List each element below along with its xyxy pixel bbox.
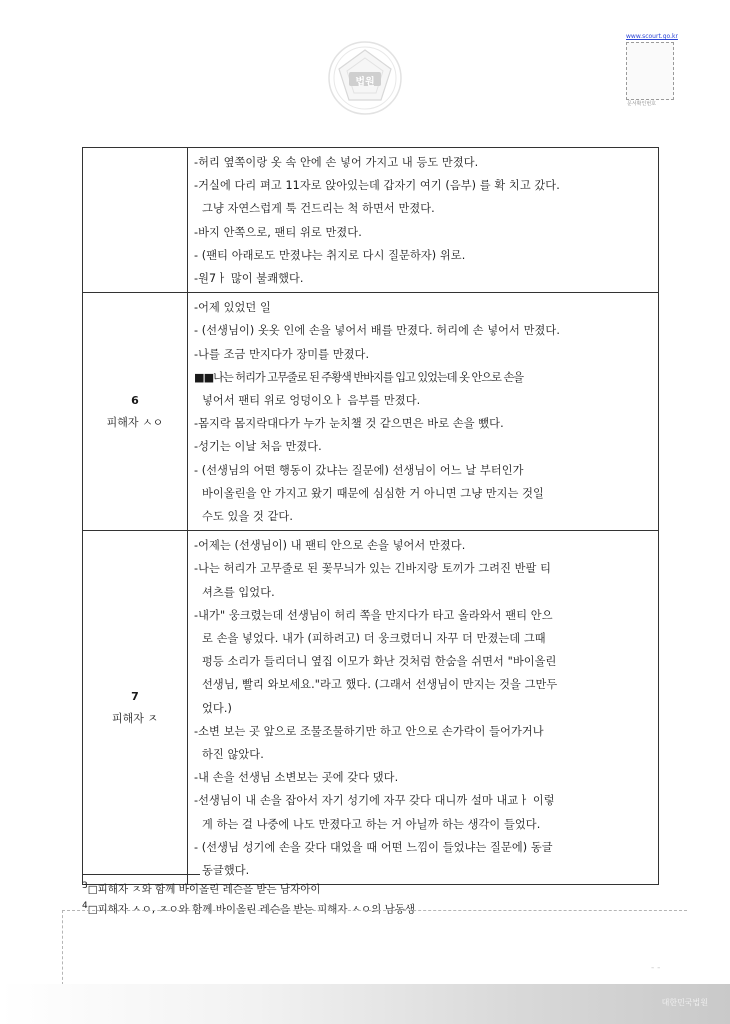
- footnote-mark: 3: [82, 881, 88, 891]
- statement-line: 펑등 소리가 들리더니 옆집 이모가 화난 것처럼 한숨을 쉬면서 "바이올린: [202, 655, 557, 669]
- statement-cell: [188, 531, 659, 885]
- table-row: [83, 148, 659, 293]
- statement-line: -나를 조금 만지다가 장미를 만졌다.: [194, 347, 370, 361]
- statement-line: 었다.): [202, 701, 232, 715]
- statement-line: -어제 있었던 일: [194, 301, 271, 315]
- table-row: [83, 531, 659, 885]
- statement-line: - (팬티 아래로도 만졌냐는 취지로 다시 질문하자) 위로.: [194, 248, 466, 262]
- site-url-link[interactable]: www.scourt.go.kr: [626, 33, 678, 40]
- seal-text: 법원: [355, 77, 375, 88]
- statement-line: -어제는 (선생님이) 내 팬티 안으로 손을 넣어서 만졌다.: [194, 539, 466, 553]
- statement-line: -원7ㅏ 많이 불쾌했다.: [194, 272, 304, 286]
- statement-line: 바이올린을 안 가지고 왔기 때문에 심심한 거 아니면 그냥 만지는 것일: [202, 486, 544, 500]
- footnote: $^4$□피해자 ㅅㅇ, ㅈㅇ와 함께 바이올린 레슨을 받는 피해자 ㅅㅇ의 남동생: [82, 900, 416, 915]
- statement-cell: [188, 148, 659, 293]
- statement-line: -몸지락 몸지락대다가 누가 눈치챌 것 같으면은 바로 손을 뺐다.: [194, 417, 504, 431]
- statement-line: 셔츠를 입었다.: [202, 585, 275, 599]
- statement-line: 로 손을 넣었다. 내가 (피하려고) 더 웅크렸더니 자꾸 더 만졌는데 그때: [202, 632, 546, 646]
- statement-line: -내 손을 선생님 소변보는 곳에 갖다 댔다.: [194, 771, 399, 785]
- statement-line: -나는 허리가 고무줄로 된 꽃무늬가 있는 긴바지랑 토끼가 그려진 반팔 티: [194, 562, 552, 576]
- institution-name: 대한민국법원: [661, 998, 708, 1007]
- faint-mark: - -: [651, 963, 661, 973]
- victim-cell: [83, 531, 188, 885]
- footnote-text: 피해자 ㅅㅇ, ㅈㅇ와 함께 바이올린 레슨을 받는 피해자 ㅅㅇ의 남동생: [97, 903, 416, 915]
- victim-label: 피해자 ㅈ: [111, 711, 158, 725]
- qr-code-placeholder: [626, 42, 674, 100]
- statement-line: 수도 있을 것 같다.: [202, 510, 293, 524]
- statement-line: 넣어서 팬티 위로 엉덩이오ㅏ 음부를 만졌다.: [202, 394, 421, 408]
- qr-caption: 문서확인번호: [627, 101, 656, 107]
- statement-line: ■■나는 허리가 고무줄로 된 주황색 반바지를 입고 있었는데 옷 안으로 손을: [194, 370, 524, 384]
- statement-line: -허리 옆쪽이랑 옷 속 안에 손 넣어 가지고 내 등도 만졌다.: [194, 156, 479, 169]
- table-row: [83, 293, 659, 531]
- victim-label: 피해자 ㅅㅇ: [106, 415, 164, 429]
- statement-line: 선생님, 빨리 와보세요."라고 했다. (그래서 선생님이 만지는 것을 그만두: [202, 678, 558, 692]
- statement-line: -내가" 웅크렸는데 선생님이 허리 쪽을 만지다가 타고 올라와서 팬티 안으: [194, 608, 553, 622]
- footnote-divider: [82, 874, 200, 875]
- footnote: $^3$□피해자 ㅈ와 함께 바이올린 레슨을 받는 남자아이: [82, 881, 321, 896]
- statement-line: -성기는 이날 처음 만졌다.: [194, 440, 322, 454]
- victim-cell: [83, 293, 188, 531]
- statement-line: - (선생님의 어떤 행동이 갔냐는 질문에) 선생님이 어느 날 부터인가: [194, 463, 524, 477]
- statement-table: [82, 147, 659, 885]
- statement-line: -바지 안쪽으로, 팬티 위로 만졌다.: [194, 225, 362, 239]
- victim-cell: [83, 148, 188, 293]
- statement-line: -선생님이 내 손을 잡아서 자기 성기에 자꾸 갖다 대니까 설마 내교ㅏ 이렇: [194, 794, 555, 808]
- row-number: 6: [131, 393, 139, 407]
- row-number: 7: [131, 689, 139, 703]
- statement-line: -소변 보는 곳 앞으로 조물조물하기만 하고 안으로 손가락이 들어가거나: [194, 724, 544, 738]
- statement-line: - (선생님 성기에 손을 갖다 대었을 때 어떤 느낌이 들었냐는 질문에) 동글: [194, 840, 553, 854]
- statement-line: 게 하는 걸 나중에 나도 만졌다고 하는 거 아닐까 하는 생각이 들었다.: [202, 817, 541, 831]
- blank-margin-box: [62, 910, 687, 985]
- footnote-text: 피해자 ㅈ와 함께 바이올린 레슨을 받는 남자아이: [97, 883, 321, 896]
- statement-line: - (선생님이) 옷옷 인에 손을 넣어서 배를 만졌다. 허리에 손 넣어서 만졌다.: [194, 324, 560, 338]
- statement-line: 그냥 자연스럽게 툭 건드리는 척 하면서 만졌다.: [202, 202, 435, 216]
- statement-line: 하진 않았다.: [202, 748, 264, 762]
- footnote-mark: 4: [82, 900, 88, 911]
- footer-band: [0, 984, 730, 1024]
- statement-line: 동글했다.: [202, 864, 250, 878]
- statement-cell: [188, 293, 659, 531]
- statement-line: -거실에 다리 펴고 11자로 앉아있는데 갑자기 여기 (음부) 를 확 치고 갔다.: [194, 179, 560, 193]
